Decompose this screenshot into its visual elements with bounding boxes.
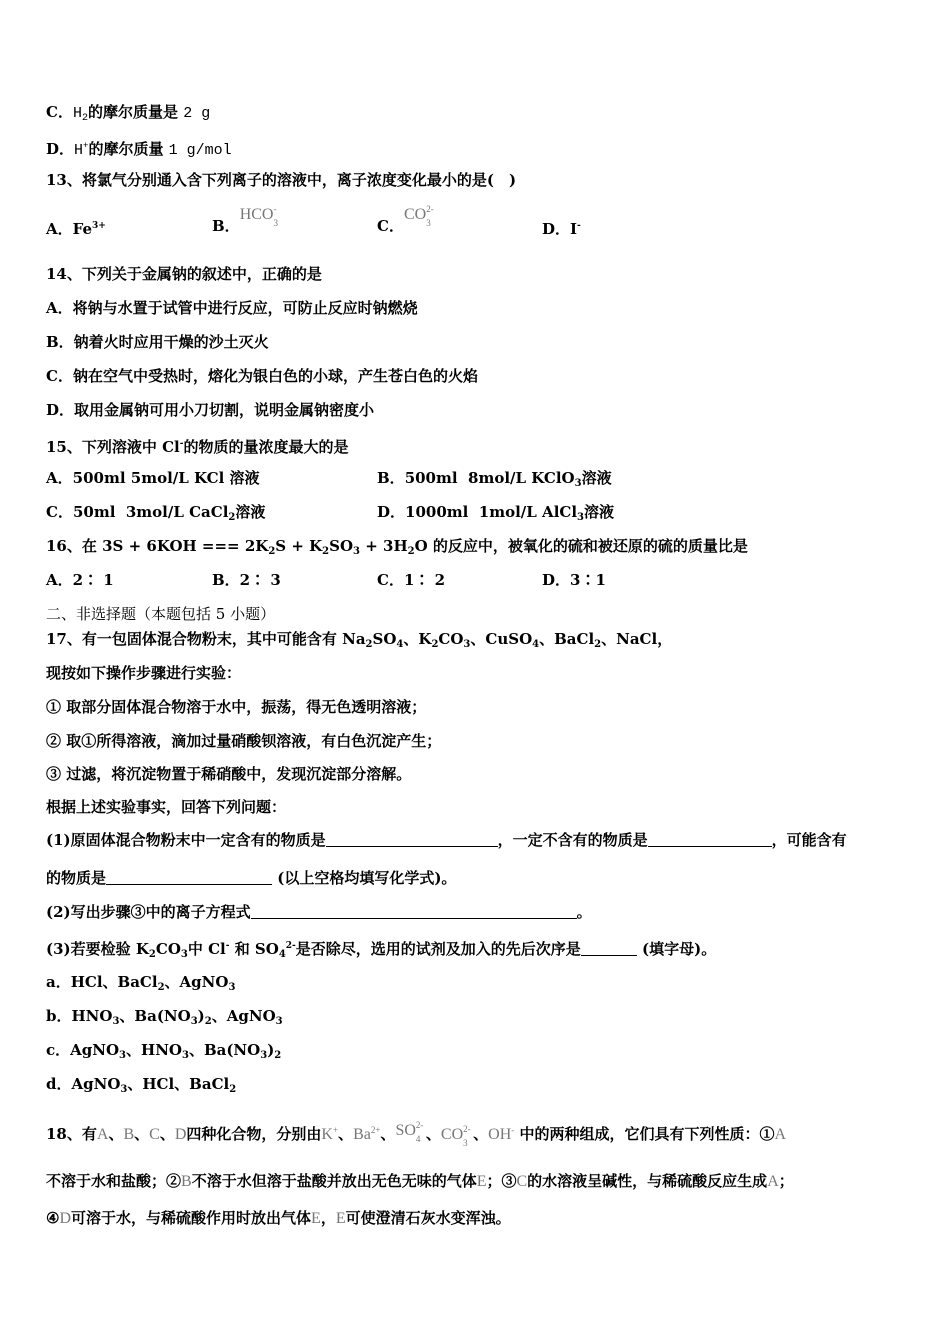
q18-line-3: ④D可溶于水，与稀硫酸作用时放出气体E，E可使澄清石灰水变浑浊。	[46, 1209, 511, 1227]
q13-option-b: B．HCO - 3	[212, 204, 278, 235]
q12-option-d: D．H+的摩尔质量 1 g/mol	[46, 140, 232, 159]
q14-option-d: D．取用金属钠可用小刀切割，说明金属钠密度小	[46, 401, 375, 419]
q17-intro: 现按如下操作步骤进行实验：	[46, 664, 242, 682]
q15-option-d: D．1000ml 1mol/L AlCl$_3$溶液	[377, 503, 615, 523]
q16-option-b: B．2∶ 3	[212, 571, 281, 589]
q14-stem: 14、下列关于金属钠的叙述中，正确的是	[46, 265, 322, 283]
q17-step-1: ① 取部分固体混合物溶于水中，振荡，得无色透明溶液；	[46, 698, 427, 716]
q18-line-1: 18、有A、B、C、D四种化合物，分别由K+、$Ba^{2+}$、SO 2- 4 、CO 2- 3 、OH- 中的两种组成，它们具有下列性质：①A	[46, 1120, 787, 1148]
q16-option-d: D．3∶1	[542, 571, 606, 589]
q16-option-c: C．1∶ 2	[377, 571, 446, 589]
q17-part-2: (2)写出步骤③中的离子方程式 。	[46, 903, 592, 921]
q16-stem: 16、在 3S + 6KOH === $2K_2S + K_2SO_3 + 3H_2O$ 的反应中，被氧化的硫和被还原的硫的质量比是	[46, 537, 748, 557]
q17-choice-c: c．AgNO$_3$、$HNO_3$、$Ba(NO_3)_2$	[46, 1041, 282, 1061]
q15-options-ab	[46, 468, 746, 488]
q17-step-2: ② 取①所得溶液，滴加过量硝酸钡溶液，有白色沉淀产生；	[46, 732, 442, 750]
q17-stem: 17、有一包固体混合物粉末，其中可能含有 $Na_2SO_4$、$K_2CO_3$、CuSO$_4$、BaCl$_2$、NaCl，	[46, 630, 673, 650]
q17-part-3: (3)若要检验 $K_2CO_3$中 Cl- 和 $SO_4^{2-}$是否除尽，选用的试剂及加入的先后次序是 (填字母)。	[46, 940, 717, 960]
q15-option-a: A．500ml 5mol/L KCl 溶液	[46, 469, 260, 487]
answer-blank[interactable]	[581, 941, 637, 956]
q12-option-c: C．$H_2$的摩尔质量是 2 g	[46, 103, 211, 124]
q14-option-b: B．钠着火时应用干燥的沙土灭火	[46, 333, 269, 351]
q18-line-2: 不溶于水和盐酸；②B不溶于水但溶于盐酸并放出无色无味的气体E；③C的水溶液呈碱性，与稀硫酸反应生成A；	[46, 1172, 794, 1190]
answer-blank[interactable]	[648, 832, 772, 847]
q16-option-a: A．2∶ 1	[46, 571, 114, 589]
q17-lead: 根据上述实验事实，回答下列问题：	[46, 798, 287, 816]
q13-options	[46, 204, 646, 240]
q15-option-b: B．500ml 8mol/L KClO$_3$溶液	[377, 469, 612, 489]
q17-choice-a: a．HCl、BaCl$_2$、AgNO$_3$	[46, 973, 236, 993]
q15-option-c: C．50ml 3mol/L CaCl$_2$溶液	[46, 503, 266, 523]
q17-part-1-line-1: (1)原固体混合物粉末中一定含有的物质是 ，一定不含有的物质是 ，可能含有	[46, 831, 847, 849]
q13-stem: 13、将氯气分别通入含下列离子的溶液中，离子浓度变化最小的是( )	[46, 171, 517, 189]
q14-option-c: C．钠在空气中受热时，熔化为银白色的小球，产生苍白色的火焰	[46, 367, 478, 385]
q17-choice-d: d．AgNO$_3$、HCl、BaCl$_2$	[46, 1075, 237, 1095]
q17-step-3: ③ 过滤，将沉淀物置于稀硝酸中，发现沉淀部分溶解。	[46, 765, 412, 783]
answer-blank[interactable]	[106, 870, 272, 885]
section-heading: 二、非选择题（本题包括 5 小题）	[46, 605, 276, 623]
q17-choice-b: b．$HNO_3$、$Ba(NO_3)_2$、AgNO$_3$	[46, 1007, 283, 1027]
answer-blank[interactable]	[251, 904, 577, 919]
q15-stem: 15、下列溶液中 Cl-的物质的量浓度最大的是	[46, 438, 349, 456]
q13-option-d: D．I-	[542, 220, 581, 238]
q17-part-1-line-2: 的物质是 (以上空格均填写化学式)。	[46, 869, 457, 887]
q13-option-a: A．$Fe^{3+}$	[46, 220, 106, 238]
q16-options	[46, 570, 746, 590]
answer-blank[interactable]	[326, 832, 498, 847]
q14-option-a: A．将钠与水置于试管中进行反应，可防止反应时钠燃烧	[46, 299, 418, 317]
q15-options-cd	[46, 502, 746, 522]
q13-option-c: C．CO 2- 3	[377, 204, 434, 235]
